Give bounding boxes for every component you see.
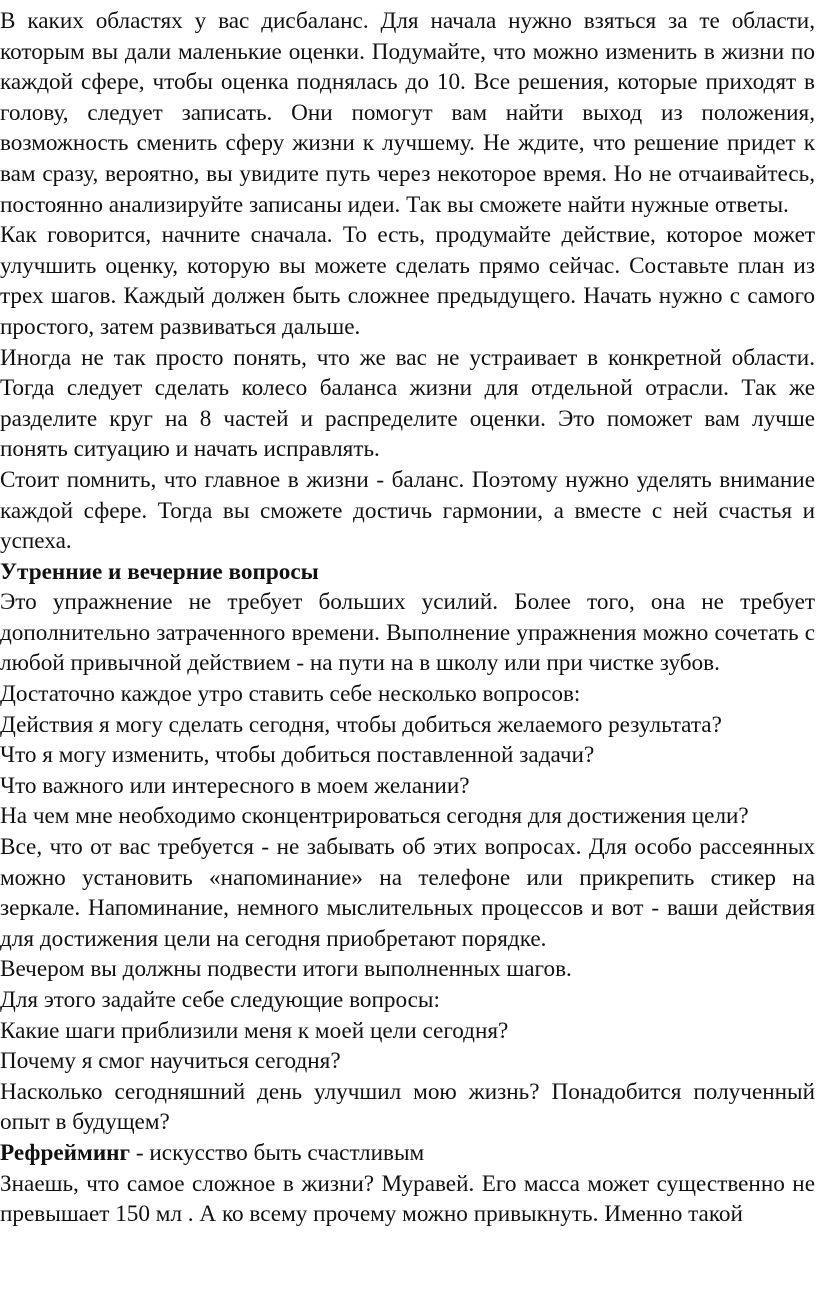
paragraph-balance: Стоит помнить, что главное в жизни - баланс. Поэтому нужно уделять внимание каждой сфере. Тогда вы сможете достичь гармонии, а вместе с ней счастья и успеха. [0, 466, 815, 555]
reframing-subtitle: - искусство быть счастливым [130, 1139, 425, 1166]
morning-question: Что я могу изменить, чтобы добиться поставленной задачи? [0, 742, 595, 769]
morning-questions-intro: Достаточно каждое утро ставить себе несколько вопросов: [0, 681, 581, 708]
evening-question: Почему я смог научиться сегодня? [0, 1048, 341, 1075]
evening-questions-intro: Для этого задайте себе следующие вопросы: [0, 987, 440, 1013]
paragraph-final: Знаешь, что самое сложное в жизни? Муравей. Его масса может существенно не превышает 150 мл . А ко всему прочему можно привыкнуть. Именно такой [0, 1170, 815, 1228]
paragraph-reminder: Все, что от вас требуется - не забывать об этих вопросах. Для особо рассеянных можно установить «напоминание» на телефоне или прикрепить стикер на зеркале. Напоминание, немного мыслительных процессов и вот - ваши действия для достижения цели на сегодня приобретают порядке. [0, 834, 815, 952]
evening-intro-line: Вечером вы должны подвести итоги выполненных шагов. [0, 956, 572, 983]
morning-question: На чем мне необходимо сконцентрироваться сегодня для достижения цели? [0, 803, 749, 830]
evening-question: Насколько сегодняшний день улучшил мою жизнь? Понадобится полученный опыт в будущем? [0, 1078, 815, 1136]
section-heading-morning-evening: Утренние и вечерние вопросы [0, 558, 319, 585]
morning-question: Что важного или интересного в моем желании? [0, 772, 470, 799]
paragraph-start-over: Как говорится, начните сначала. То есть, продумайте действие, которое может улучшить оценку, которую вы можете сделать прямо сейчас. Составьте план из трех шагов. Каждый должен быть сложнее предыдущего. Начать нужно с самого простого, затем развиваться дальше. [0, 222, 815, 340]
reframing-term: Рефрейминг [0, 1139, 131, 1166]
reframing-heading-line [0, 1138, 816, 1169]
evening-question: Какие шаги приблизили меня к моей цели сегодня? [0, 1017, 509, 1044]
morning-question: Действия я могу сделать сегодня, чтобы добиться желаемого результата? [0, 711, 722, 738]
paragraph-separate-wheel: Иногда не так просто понять, что же вас не устраивает в конкретной области. Тогда следует сделать колесо баланса жизни для отдельной отрасли. Так же разделите круг на 8 частей и распределите оценки. Это поможет вам лучше понять ситуацию и начать исправлять. [0, 344, 815, 463]
paragraph-imbalance: В каких областях у вас дисбаланс. Для начала нужно взяться за те области, которым вы дали маленькие оценки. Подумайте, что можно изменить в жизни по каждой сфере, чтобы оценка поднялась до 10. Все решения, которые приходят в голову, следует записать. Они помогут вам найти выход из положения, возможность сменить сферу жизни к лучшему. Не ждите, что решение придет к вам сразу, вероятно, вы увидите путь через некоторое время. Но не отчаивайтесь, постоянно анализируйте записаны идеи. Так вы сможете найти нужные ответы. [0, 8, 815, 218]
paragraph-exercise: Это упражнение не требует больших усилий. Более того, она не требует дополнительно затраченного времени. Выполнение упражнения можно сочетать с любой привычной действием - на пути на в школу или при чистке зубов. [0, 589, 815, 677]
